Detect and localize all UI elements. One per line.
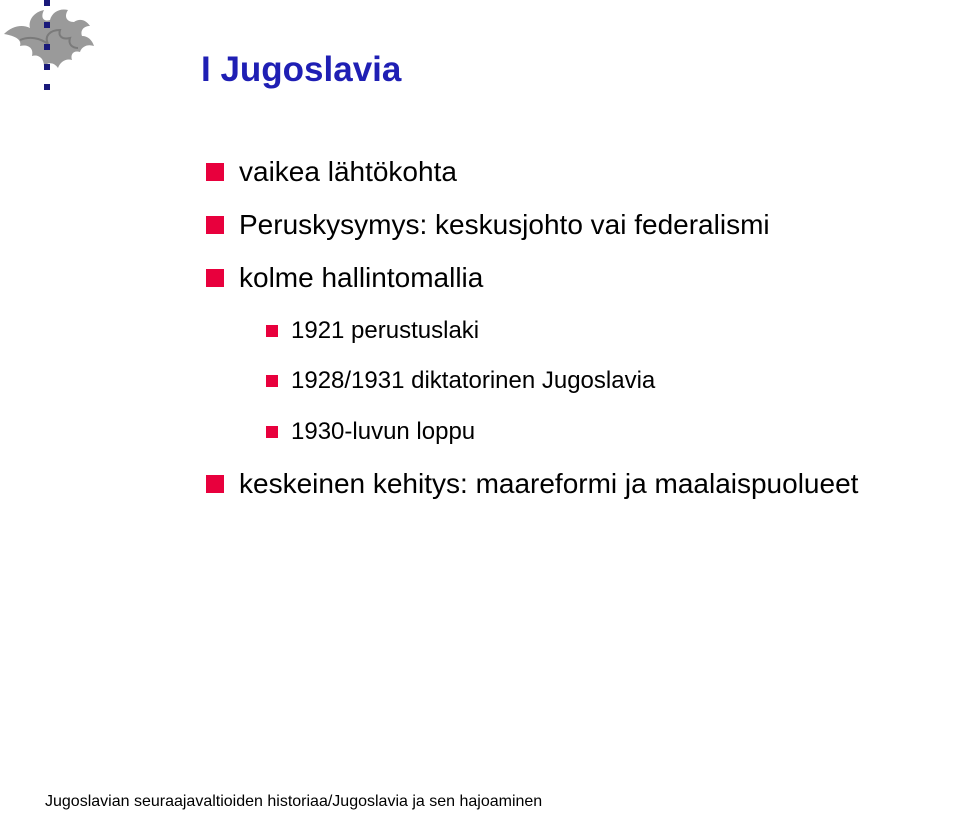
- bullet-item: [206, 260, 483, 296]
- sub-bullet-item: [266, 416, 475, 448]
- square-bullet-icon: [266, 426, 278, 438]
- square-bullet-icon: [206, 216, 224, 234]
- square-bullet-icon: [266, 375, 278, 387]
- square-bullet-icon: [206, 269, 224, 287]
- bullet-item: [206, 154, 457, 190]
- bullet-text: keskeinen kehitys: maareformi ja maalaispuolueet: [239, 468, 859, 499]
- square-bullet-icon: [206, 163, 224, 181]
- sub-bullet-text: 1921 perustuslaki: [291, 317, 480, 344]
- bullet-text: vaikea lähtökohta: [239, 156, 457, 187]
- bullet-text: kolme hallintomallia: [239, 262, 484, 293]
- sub-bullet-item: [266, 365, 655, 397]
- slide-footer: Jugoslavian seuraajavaltioiden historiaa/Jugoslavia ja sen hajoaminen: [45, 793, 543, 810]
- bullet-item: [206, 466, 858, 502]
- bullet-item: [206, 207, 770, 243]
- square-bullet-icon: [266, 325, 278, 337]
- sub-bullet-text: 1930-luvun loppu: [291, 418, 476, 445]
- bullet-text: Peruskysymys: keskusjohto vai federalismi: [239, 209, 770, 240]
- slide-title: I Jugoslavia: [201, 50, 402, 89]
- sub-bullet-item: [266, 315, 479, 347]
- sub-bullet-text: 1928/1931 diktatorinen Jugoslavia: [291, 367, 656, 394]
- square-bullet-icon: [206, 475, 224, 493]
